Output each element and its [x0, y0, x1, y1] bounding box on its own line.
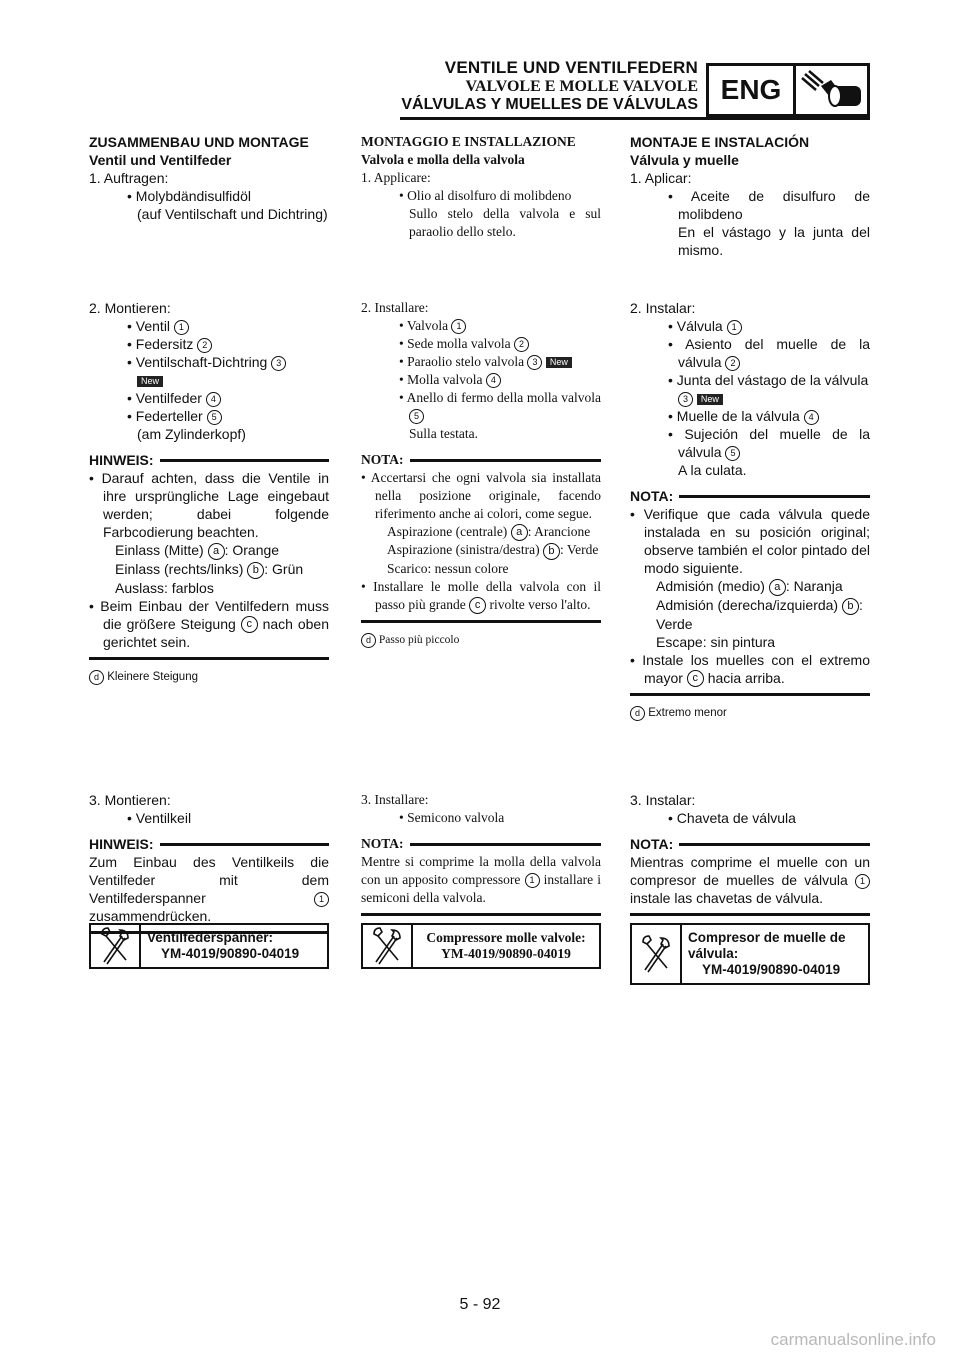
callout-b: b: [842, 598, 859, 615]
step2-b4-it: • Molla valvola 4: [361, 371, 601, 389]
column-spanish: [630, 133, 870, 259]
special-tool-box-de: [89, 923, 329, 969]
step2-b5-de: • Federteller 5: [89, 407, 329, 425]
note2-text-de: [89, 853, 329, 925]
callout-c: c: [687, 670, 704, 687]
step2-es: 2. Instalar:: [630, 300, 696, 316]
callout-b: b: [247, 562, 264, 579]
note1-l1-es: [630, 577, 870, 596]
step3-de: 3. Montieren:: [89, 792, 171, 808]
step2-de: 2. Montieren:: [89, 300, 171, 316]
title-italian: VALVOLE E MOLLE VALVOLE: [465, 78, 698, 95]
step2-b1-it: • Valvola 1: [361, 317, 601, 335]
wrench-icon: [91, 925, 141, 967]
callout-3: 3: [271, 356, 286, 371]
step2-b1-es-text: Válvula: [676, 318, 723, 334]
note1-b2-es-text: Instale los muelles con el extremo mayor: [642, 651, 871, 686]
step2-b3-es: • Junta del vástago de la válvula 3 New: [630, 371, 870, 407]
note1-l3-de: Auslass: farblos: [115, 579, 214, 596]
step2-sub-es: A la culata.: [678, 462, 747, 478]
step1-bullet-it-text: Olio al disolfuro di molibdeno: [407, 188, 572, 203]
note2-text-de-b: zusammendrücken.: [89, 908, 212, 924]
section-header-titles: [401, 58, 698, 114]
note1-title-it: NOTA:: [361, 451, 601, 469]
column-italian-step3: [361, 791, 601, 916]
heading-de: ZUSAMMENBAU UND MONTAGE: [89, 134, 309, 150]
note1-l2-de-text: Einlass (rechts/links): [115, 560, 244, 577]
step2-b1-it-text: Valvola: [406, 318, 449, 333]
note2-end-rule-it: [361, 913, 601, 916]
callout-a: a: [769, 579, 786, 596]
step3-b1-it-text: Semicono valvola: [407, 810, 505, 825]
note2-title-it: NOTA:: [361, 835, 601, 853]
note1-b2-es: • Instale los muelles con el extremo mayor c hacia arriba.: [630, 651, 871, 686]
note2-text-it-b: installare i semiconi della valvola.: [361, 872, 602, 905]
note1-b1-de: • Darauf achten, dass die Ventile in ihre ursprüngliche Lage eingebaut werden; dabei folgende Farbcodierung beachten.: [89, 470, 329, 540]
wrench-icon: [632, 925, 682, 983]
caption-it: [361, 631, 601, 649]
callout-2: 2: [725, 356, 740, 371]
step2-b3-de-text: Ventilschaft-Dichtring: [135, 354, 268, 370]
note1-b1-it-text: Accertarsi che ogni valvola sia installata nella posizione originale, facendo riferimento anche ai colori, come segue.: [370, 470, 602, 521]
step2-b5-es-text: Sujeción del muelle de la válvula: [678, 426, 871, 460]
note1-l2v-it: : Verde: [559, 542, 599, 558]
step2-sub-it: Sulla testata.: [409, 426, 478, 441]
step2-b3-it-text: Paraolio stelo valvola: [407, 354, 525, 369]
callout-1: 1: [525, 873, 540, 888]
callout-c: c: [241, 616, 258, 633]
tool-text-de: [141, 925, 327, 967]
note1-title-de: HINWEIS:: [89, 451, 329, 469]
step1-bullet-es-text: Aceite de disulfuro de molibdeno: [678, 188, 870, 222]
heading-it: MONTAGGIO E INSTALLAZIONE: [361, 134, 576, 149]
step1-bullet-es: • Aceite de disulfuro de molibdeno: [668, 188, 870, 222]
note1-b1-de-text: Darauf achten, dass die Ventile in ihre ursprüngliche Lage eingebaut werden; dabei folgende Farbcodierung beachten.: [101, 470, 329, 540]
note1-b1-es: • Verifique que cada válvula quede instalada en su posición original; observe también el color pintado del modo siguiente.: [630, 506, 870, 576]
note2-title-es: NOTA:: [630, 835, 870, 853]
callout-5: 5: [409, 409, 424, 424]
note1-l2-es-text: Admisión (derecha/izquierda): [656, 596, 839, 613]
step3-it: 3. Installare:: [361, 792, 429, 807]
caption-es: [630, 704, 870, 722]
callout-3: 3: [527, 355, 542, 370]
callout-3: 3: [678, 392, 693, 407]
eng-label: ENG: [709, 66, 796, 114]
step2-b2-it: • Sede molla valvola 2: [361, 335, 601, 353]
step3-es: 3. Instalar:: [630, 792, 696, 808]
note1-end-rule-es: [630, 693, 870, 696]
step2-b1-de: • Ventil 1: [89, 317, 329, 335]
callout-1: 1: [855, 874, 870, 889]
callout-c: c: [469, 597, 486, 614]
header-rule: [400, 117, 870, 120]
step1-sub-de: (auf Ventilschaft und Dichtring): [137, 206, 328, 222]
step1-sub-es: En el vástago y la junta del mismo.: [678, 224, 870, 258]
step2-b5-it-text: Anello di fermo della molla valvola: [406, 390, 601, 405]
step2-b4-it-text: Molla valvola: [407, 372, 483, 387]
wrench-icon: [363, 925, 413, 967]
step3-b1-es-text: Chaveta de válvula: [676, 810, 796, 826]
note1-l1-de: [89, 541, 329, 560]
note1-l2-es: [630, 596, 870, 633]
note1-b2-it-text: Installare le molle della valvola con il passo più grande: [373, 578, 601, 612]
note1-l1v-de: : Orange: [224, 542, 280, 558]
note1-l2-it-text: Aspirazione (sinistra/destra): [387, 542, 540, 558]
note2-end-rule-es: [630, 913, 870, 916]
tool-name-de: Ventilfederspanner:: [147, 930, 274, 945]
subheading-es: Válvula y muelle: [630, 152, 739, 168]
callout-1: 1: [451, 319, 466, 334]
note2-title-de: HINWEIS:: [89, 835, 329, 853]
note1-title-es: NOTA:: [630, 487, 870, 505]
note2-text-es-b: instale las chavetas de válvula.: [630, 890, 823, 906]
callout-5: 5: [207, 410, 222, 425]
new-part-badge: New: [137, 376, 163, 387]
note1-l2-it: [361, 541, 601, 559]
callout-b: b: [543, 543, 560, 560]
step3-b1-de-text: Ventilkeil: [135, 810, 192, 826]
step1-it: 1. Applicare:: [361, 170, 431, 185]
callout-1: 1: [314, 892, 329, 907]
step2-b3-es-text: Junta del vástago de la válvula: [676, 372, 869, 388]
step2-b2-es-text: Asiento del muelle de la válvula: [678, 336, 870, 370]
new-part-badge: New: [697, 394, 723, 405]
new-badge-row-de: [89, 371, 329, 389]
step2-b4-de-text: Ventilfeder: [135, 390, 202, 406]
note1-b2-de-text: Beim Einbau der Ventilfedern muss die größere Steigung: [100, 597, 329, 632]
note1-l2v-es: : Verde: [656, 596, 863, 632]
callout-d: d: [361, 633, 376, 648]
column-spanish-step2: [630, 299, 870, 722]
engine-section-badge: [706, 63, 870, 117]
callout-a: a: [208, 543, 225, 560]
note1-l2v-de: : Grün: [264, 560, 304, 577]
note2-text-de-a: Zum Einbau des Ventilkeils die Ventilfeder mit dem Ventilfederspanner: [89, 854, 329, 906]
step1-es: 1. Aplicar:: [630, 170, 692, 186]
step2-b2-it-text: Sede molla valvola: [407, 336, 511, 351]
note2-text-es-a: Mientras comprime el muelle con un compresor de muelles de válvula: [630, 854, 870, 888]
note1-b2-it-end: rivolte verso l'alto.: [489, 596, 591, 612]
step2-b5-it: • Anello di fermo della molla valvola 5: [361, 389, 601, 425]
callout-4: 4: [206, 392, 221, 407]
column-german-step2: [89, 299, 329, 686]
note1-l1-it: [361, 523, 601, 541]
note1-end-rule-it: [361, 620, 601, 623]
note1-l1v-es: : Naranja: [785, 578, 843, 594]
subheading-it: Valvola e molla della valvola: [361, 152, 525, 167]
step2-b2-es: • Asiento del muelle de la válvula 2: [668, 336, 870, 370]
step1-de: 1. Auftragen:: [89, 170, 169, 186]
step2-it: 2. Installare:: [361, 300, 429, 315]
note2-text-it: [361, 853, 601, 907]
callout-2: 2: [197, 338, 212, 353]
step2-b4-de: • Ventilfeder 4: [89, 389, 329, 407]
step2-b1-es: • Válvula 1: [630, 317, 870, 335]
note2-text-es: [630, 853, 870, 907]
step2-b5-de-text: Federteller: [135, 408, 203, 424]
note1-l2-de: [89, 560, 329, 579]
column-italian-step2: [361, 299, 601, 649]
step3-b1-it: • Semicono valvola: [399, 810, 505, 825]
column-german: [89, 133, 329, 223]
caption-de: [89, 668, 329, 686]
callout-d: d: [630, 706, 645, 721]
note1-l1-it-text: Aspirazione (centrale): [387, 524, 508, 539]
step2-sub-de: (am Zylinderkopf): [137, 426, 246, 442]
heading-es: MONTAJE E INSTALACIÓN: [630, 134, 810, 150]
tool-part-number-it: YM-4019/90890-04019: [441, 946, 571, 961]
tool-text-it: [413, 925, 599, 967]
note1-b1-it: • Accertarsi che ogni valvola sia installata nella posizione originale, facendo riferimento anche ai colori, come segue.: [361, 470, 602, 521]
step1-sub-it: Sullo stelo della valvola e sul paraolio dello stelo.: [409, 206, 601, 239]
caption-es-text: Extremo menor: [648, 707, 727, 720]
step2-b3-it: • Paraolio stelo valvola 3 New: [361, 353, 601, 371]
tool-name-es: Compresor de muelle de válvula:: [688, 930, 846, 961]
callout-4: 4: [486, 373, 501, 388]
column-german-step3: [89, 791, 329, 934]
note2-text-it-a: Mentre si comprime la molla della valvola con un apposito compressore: [361, 854, 601, 887]
step2-b2-de: • Federsitz 2: [89, 335, 329, 353]
step3-b1-de: • Ventilkeil: [127, 810, 192, 826]
note1-l3-it: Scarico: nessun colore: [387, 560, 509, 576]
title-german: VENTILE UND VENTILFEDERN: [444, 58, 698, 77]
step2-b4-es-text: Muelle de la válvula: [676, 408, 800, 424]
new-part-badge: New: [546, 357, 572, 368]
tool-part-number-es: YM-4019/90890-04019: [702, 962, 841, 977]
subheading-de: Ventil und Ventilfeder: [89, 152, 232, 168]
callout-a: a: [511, 524, 528, 541]
column-italian: [361, 133, 601, 241]
page-number: 5 - 92: [459, 1296, 501, 1313]
note1-b1-es-text: Verifique que cada válvula quede instalada en su posición original; observe también el color pintado del modo siguiente.: [643, 506, 870, 576]
step2-b5-es: • Sujeción del muelle de la válvula 5: [668, 426, 871, 460]
step2-b4-es: • Muelle de la válvula 4: [630, 407, 870, 425]
note1-b2-it: • Installare le molle della valvola con il passo più grande c rivolte verso l'alto.: [361, 578, 601, 614]
watermark: carmanualsonline.info: [770, 1330, 936, 1349]
special-tool-box-it: [361, 923, 601, 969]
special-tool-box-es: [630, 923, 870, 985]
step1-bullet-de: • Molybdändisulfidöl: [127, 188, 251, 204]
step1-bullet-it: • Olio al disolfuro di molibdeno: [399, 188, 572, 203]
caption-de-text: Kleinere Steigung: [107, 671, 198, 684]
tool-part-number-de: YM-4019/90890-04019: [161, 946, 300, 961]
note1-l1v-it: : Arancione: [527, 524, 591, 539]
callout-d: d: [89, 670, 104, 685]
note1-end-rule-de: [89, 657, 329, 660]
note1-b2-de-end: nach oben gerichtet sein.: [103, 615, 329, 651]
note1-l3-es: Escape: sin pintura: [656, 633, 776, 650]
engine-icon: [796, 66, 867, 114]
title-spanish: VÁLVULAS Y MUELLES DE VÁLVULAS: [401, 96, 698, 113]
step2-b1-de-text: Ventil: [135, 318, 171, 334]
callout-4: 4: [804, 410, 819, 425]
step3-b1-es: • Chaveta de válvula: [668, 810, 796, 826]
caption-it-text: Passo più piccolo: [378, 634, 460, 647]
callout-1: 1: [727, 320, 742, 335]
column-spanish-step3: [630, 791, 870, 916]
note1-l1-de-text: Einlass (Mitte): [115, 542, 204, 558]
tool-text-es: [682, 925, 868, 983]
step1-bullet-de-text: Molybdändisulfidöl: [135, 188, 251, 204]
callout-2: 2: [514, 337, 529, 352]
note1-b2-es-end: hacia arriba.: [707, 669, 785, 686]
note1-l1-es-text: Admisión (medio): [656, 578, 765, 594]
step2-b2-de-text: Federsitz: [135, 336, 194, 352]
note1-b2-de: • Beim Einbau der Ventilfedern muss die größere Steigung c nach oben gerichtet sein.: [89, 597, 329, 651]
step2-b3-de: • Ventilschaft-Dichtring 3: [89, 353, 329, 371]
callout-5: 5: [725, 446, 740, 461]
callout-1: 1: [174, 320, 189, 335]
tool-name-it: Compressore molle valvole:: [426, 930, 586, 945]
